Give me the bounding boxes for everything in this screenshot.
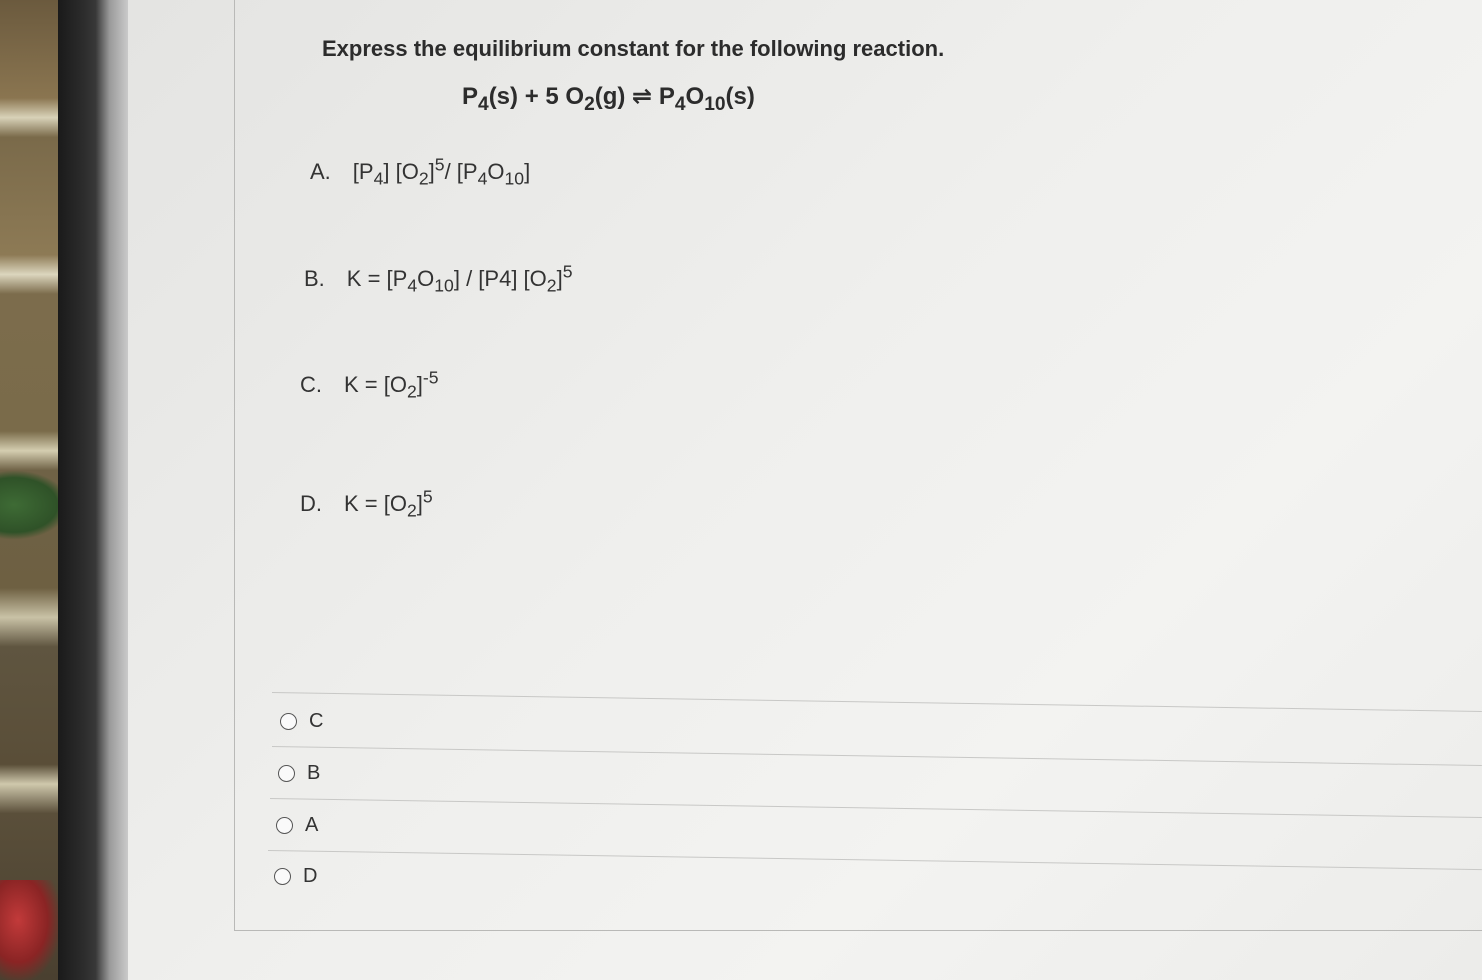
question-prompt: Express the equilibrium constant for the following reaction. (322, 36, 945, 61)
question-panel (234, 0, 1482, 931)
radio-button[interactable] (276, 817, 293, 834)
option-a-letter: A. (310, 159, 331, 185)
answer-choice-a[interactable] (276, 814, 318, 837)
reaction-equation: $P_4(s) + 5$ $O_2(g)$ ⇌ $P_4O_{10}(s)$ (462, 83, 755, 115)
flower (0, 880, 60, 980)
radio-button[interactable] (278, 765, 295, 782)
option-c-expression (300, 368, 439, 403)
answer-label: D (303, 865, 318, 887)
option-c-letter: C. (300, 372, 322, 398)
answer-choice-c[interactable] (280, 710, 323, 733)
answer-label: A (305, 814, 319, 836)
option-c-formula: $K = [O_2]^{-5}$ (344, 368, 439, 402)
radio-button[interactable] (280, 713, 297, 730)
option-b-letter: B. (304, 266, 325, 292)
option-a-formula: $[P_4]$ $[O_2]^5/$ $[P_4O_{10}]$ (352, 155, 531, 189)
option-d-formula: $K = [O_2]^5$ (344, 487, 433, 521)
option-b-expression (304, 262, 572, 297)
answer-label: B (307, 762, 321, 784)
option-d-expression (300, 487, 433, 522)
option-d-letter: D. (300, 491, 322, 517)
answer-choice-b[interactable] (278, 762, 320, 785)
answer-label: C (309, 710, 324, 732)
radio-button[interactable] (274, 868, 291, 885)
monitor-bezel-edge (96, 0, 130, 980)
monitor-bezel (58, 0, 98, 980)
option-a-expression (310, 155, 530, 190)
option-b-formula: $K = [P_4O_{10}] / [P4]$ $[O_2]^5$ (346, 262, 573, 296)
answer-choice-d[interactable] (274, 865, 317, 888)
